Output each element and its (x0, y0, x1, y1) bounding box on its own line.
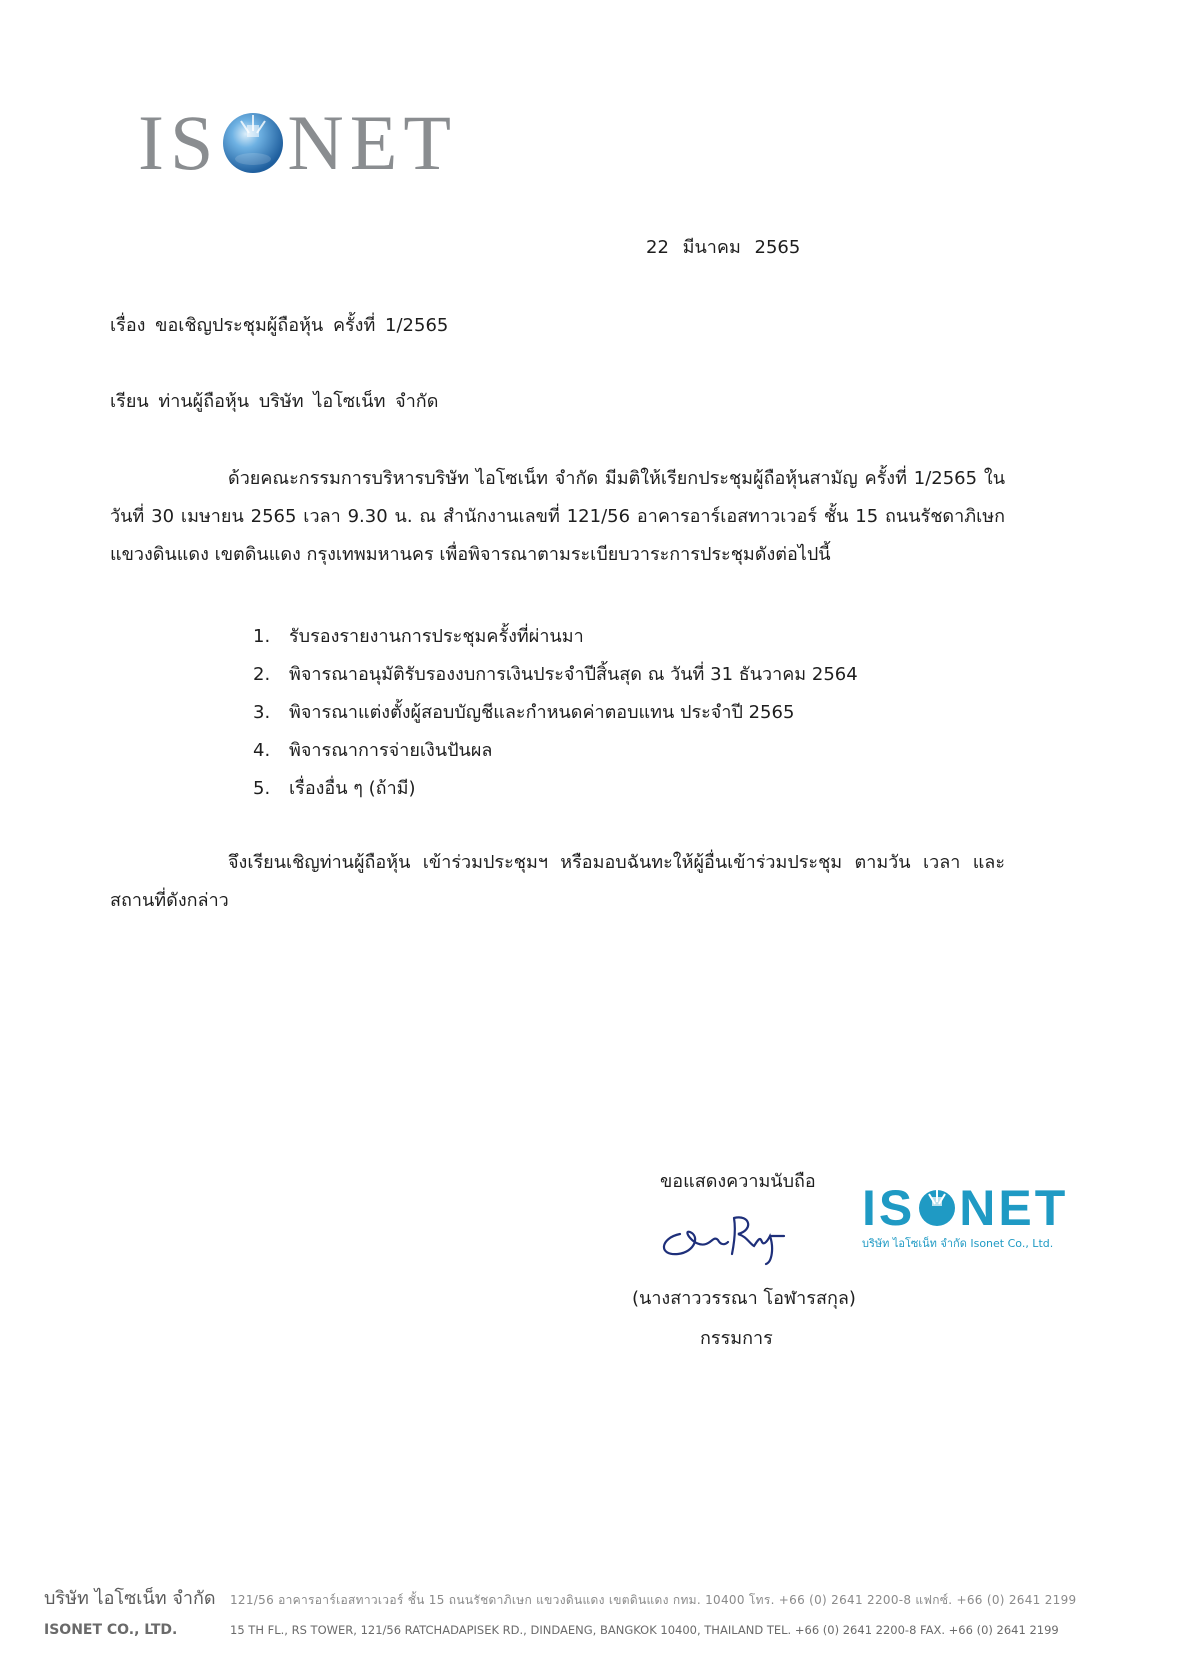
letter-salutation: เรียน ท่านผู้ถือหุ้น บริษัท ไอโซเน็ท จำกัด (110, 391, 439, 412)
agenda-item: 2. พิจารณาอนุมัติรับรองงบการเงินประจำปีสิ้นสุด ณ วันที่ 31 ธันวาคม 2564 (253, 664, 858, 685)
agenda-item: 5. เรื่องอื่น ๆ (ถ้ามี) (253, 778, 416, 799)
logo-text-right: NET (287, 99, 457, 186)
isonet-logo (138, 99, 457, 186)
stamp-globe-icon (917, 1188, 957, 1228)
footer-company-th: บริษัท ไอโซเน็ท จำกัด (44, 1588, 216, 1609)
agenda-list (253, 618, 858, 808)
letter-subject: เรื่อง ขอเชิญประชุมผู้ถือหุ้น ครั้งที่ 1/2565 (110, 315, 449, 336)
logo-text-left: IS (138, 99, 220, 186)
letter-body: ด้วยคณะกรรมการบริหารบริษัท ไอโซเน็ท จำกัด มีมติให้เรียกประชุมผู้ถือหุ้นสามัญ ครั้งที่ 1/2565 ใน วันที่ 30 เมษายน 2565 เวลา 9.30 น. ณ สำนักงานเลขที่ 121/56 อาคารอาร์เอสทาวเวอร์ ชั้น 15 ถนนรัชดาภิเษก แขวงดินแดง เขตดินแดง กรุงเทพมหานคร เพื่อพิจารณาตามระเบียบวาระการประชุมดังต่อไปนี้ (110, 468, 1005, 565)
footer-address-th: 121/56 อาคารอาร์เอสทาวเวอร์ ชั้น 15 ถนนรัชดาภิเษก แขวงดินแดง เขตดินแดง กทม. 10400 โทร. +66 (0) 2641 2200-8 แฟกซ์. +66 (0) 2641 2199 (230, 1593, 1077, 1607)
signer-title: กรรมการ (700, 1328, 773, 1349)
footer-company-en: ISONET CO., LTD. (44, 1622, 178, 1638)
signer-name: (นางสาววรรณา โอฬารสกุล) (632, 1288, 856, 1309)
globe-icon (221, 111, 285, 175)
company-stamp (862, 1180, 1072, 1254)
letter-date: 22 มีนาคม 2565 (646, 237, 801, 258)
agenda-item: 3. พิจารณาแต่งตั้งผู้สอบบัญชีและกำหนดค่าตอบแทน ประจำปี 2565 (253, 702, 795, 723)
regards-text: ขอแสดงความนับถือ (660, 1171, 816, 1192)
agenda-item: 1. รับรองรายงานการประชุมครั้งที่ผ่านมา (253, 626, 584, 647)
agenda-item: 4. พิจารณาการจ่ายเงินปันผล (253, 740, 493, 761)
letter-closing: จึงเรียนเชิญท่านผู้ถือหุ้น เข้าร่วมประชุมฯ หรือมอบฉันทะให้ผู้อื่นเข้าร่วมประชุม ตามวัน เวลา และ สถานที่ดังกล่าว (110, 852, 1005, 911)
stamp-logo-left: IS (862, 1180, 916, 1236)
footer-address-en: 15 TH FL., RS TOWER, 121/56 RATCHADAPISEK RD., DINDAENG, BANGKOK 10400, THAILAND TEL. +66 (0) 2641 2200-8 FAX. +66 (0) 2641 2199 (230, 1623, 1059, 1637)
signature (650, 1196, 810, 1266)
stamp-caption: บริษัท ไอโซเน็ท จำกัด Isonet Co., Ltd. (862, 1237, 1054, 1250)
letter-footer (44, 1583, 1154, 1638)
stamp-logo-right: NET (959, 1180, 1069, 1236)
